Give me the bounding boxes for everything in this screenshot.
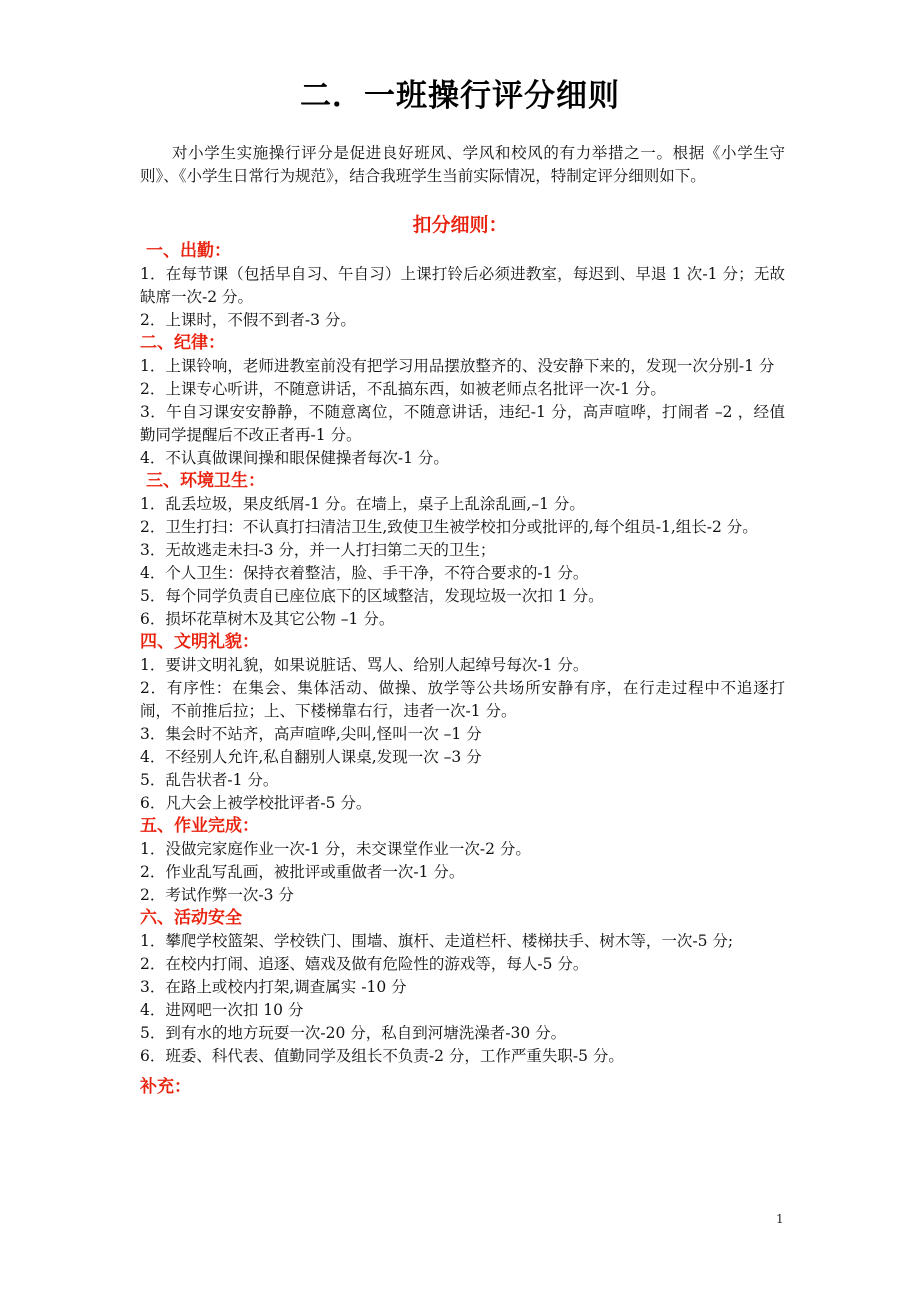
rule-item: 1．没做完家庭作业一次-1 分，未交课堂作业一次-2 分。 <box>140 840 531 858</box>
rule-item: 1．攀爬学校篮架、学校铁门、围墙、旗杆、走道栏杆、楼梯扶手、树木等，一次-5 分; <box>140 932 734 950</box>
section-title: 二、纪律： <box>140 333 225 353</box>
page-title: 二．一班操行评分细则 <box>300 78 620 114</box>
deduction-rules-heading: 扣分细则： <box>412 214 508 236</box>
rule-item: 5．每个同学负责自已座位底下的区域整洁，发现垃圾一次扣 1 分。 <box>140 587 604 605</box>
rule-item: 3．集会时不站齐，高声喧哗,尖叫,怪叫一次 –1 分 <box>140 725 482 743</box>
section-title: 四、文明礼貌： <box>140 632 259 652</box>
rule-item: 4．个人卫生：保持衣着整洁，脸、手干净，不符合要求的-1 分。 <box>140 564 589 582</box>
rule-item: 1．乱丢垃圾，果皮纸屑-1 分。在墙上，桌子上乱涂乱画,–1 分。 <box>140 495 585 513</box>
rule-item: 1．要讲文明礼貌，如果说脏话、骂人、给别人起绰号每次-1 分。 <box>140 656 589 674</box>
rule-item: 6．班委、科代表、值勤同学及组长不负责-2 分，工作严重失职-5 分。 <box>140 1047 624 1065</box>
section-title: 五、作业完成： <box>140 816 259 836</box>
rule-item: 6．损坏花草树木及其它公物 –1 分。 <box>140 610 395 628</box>
intro-paragraph: 对小学生实施操行评分是促进良好班风、学风和校风的有力举措之一。根据《小学生守则》、《小学生日常行为规范》，结合我班学生当前实际情况，特制定评分细则如下。 <box>140 144 785 185</box>
rule-item: 3．无故逃走未扫-3 分，并一人打扫第二天的卫生； <box>140 541 496 559</box>
section-title: 六、活动安全 <box>140 908 242 928</box>
rule-item: 2．有序性：在集会、集体活动、做操、放学等公共场所安静有序，在行走过程中不追逐打闹，不前推后拉；上、下楼梯靠右行，违者一次-1 分。 <box>140 679 785 720</box>
section-attendance <box>140 240 785 332</box>
section-courtesy <box>140 631 785 815</box>
supplement-heading: 补充： <box>140 1077 191 1097</box>
rule-item: 2．考试作弊一次-3 分 <box>140 886 294 904</box>
rule-item: 5．到有水的地方玩耍一次-20 分，私自到河塘洗澡者-30 分。 <box>140 1024 567 1042</box>
rule-item: 4．不经别人允许,私自翻别人课桌,发现一次 –3 分 <box>140 748 482 766</box>
rule-item: 2．上课专心听讲，不随意讲话，不乱搞东西，如被老师点名批评一次-1 分。 <box>140 380 666 398</box>
rule-item: 2．卫生打扫：不认真打扫清洁卫生,致使卫生被学校扣分或批评的,每个组员-1,组长-2 分。 <box>140 518 758 536</box>
rule-item: 3．在路上或校内打架,调查属实 -10 分 <box>140 978 407 996</box>
section-homework <box>140 815 785 907</box>
section-safety <box>140 907 785 1068</box>
section-title: 一、出勤： <box>146 241 231 261</box>
section-hygiene <box>140 470 785 631</box>
rule-item: 2．作业乱写乱画，被批评或重做者一次-1 分。 <box>140 863 465 881</box>
rule-item: 1．在每节课（包括早自习、午自习）上课打铃后必须进教室，每迟到、早退 1 次-1 分；无故缺席一次-2 分。 <box>140 265 785 306</box>
section-discipline <box>140 332 785 470</box>
rule-item: 3．午自习课安安静静，不随意离位，不随意讲话，违纪-1 分，高声喧哗，打闹者 –2 ，经值勤同学提醒后不改正者再-1 分。 <box>140 403 785 444</box>
rule-item: 5．乱告状者-1 分。 <box>140 771 279 789</box>
rule-item: 4．进网吧一次扣 10 分 <box>140 1001 304 1019</box>
rule-item: 2．在校内打闹、追逐、嬉戏及做有危险性的游戏等，每人-5 分。 <box>140 955 589 973</box>
rule-item: 2．上课时，不假不到者-3 分。 <box>140 311 356 329</box>
rules-content <box>140 240 785 1099</box>
rule-item: 1．上课铃响，老师进教室前没有把学习用品摆放整齐的、没安静下来的，发现一次分别-1 分 <box>140 357 775 375</box>
page-number: 1 <box>776 1212 784 1226</box>
section-title: 三、环境卫生： <box>146 471 265 491</box>
rule-item: 6．凡大会上被学校批评者-5 分。 <box>140 794 372 812</box>
rule-item: 4．不认真做课间操和眼保健操者每次-1 分。 <box>140 449 449 467</box>
